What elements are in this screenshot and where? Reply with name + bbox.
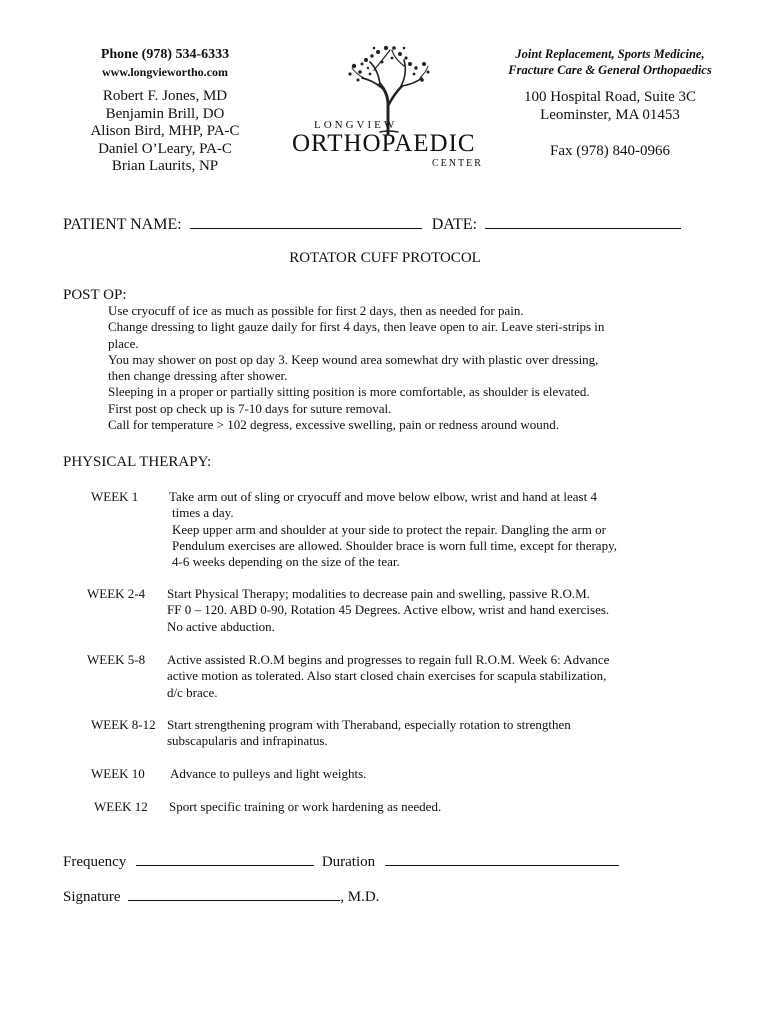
provider-list xyxy=(60,88,270,176)
week-line: times a day. xyxy=(172,505,234,521)
specialties-line: Fracture Care & General Orthopaedics xyxy=(508,63,712,77)
page-title: ROTATOR CUFF PROTOCOL xyxy=(289,250,481,266)
physical-therapy-heading: PHYSICAL THERAPY: xyxy=(63,454,212,470)
provider-name: Brian Laurits, NP xyxy=(111,158,219,174)
date-label: DATE: xyxy=(431,216,478,233)
provider-name: Benjamin Brill, DO xyxy=(105,105,225,122)
signature-label: Signature xyxy=(63,889,121,905)
post-op-line: then change dressing after shower. xyxy=(108,368,288,384)
post-op-line: Call for temperature > 102 degress, excessive swelling, pain or redness around wound. xyxy=(108,417,560,433)
week-line: 4-6 weeks depending on the size of the tear. xyxy=(172,554,400,570)
week-label: WEEK 12 xyxy=(94,799,148,814)
post-op-line: Sleeping in a proper or partially sitting position is more comfortable, as shoulder is elevated. xyxy=(108,384,590,400)
signature-field[interactable] xyxy=(128,886,340,901)
week-line: No active abduction. xyxy=(167,618,275,634)
week-label: WEEK 10 xyxy=(91,766,145,781)
logo-wordmark-longview: LONGVIEW xyxy=(314,119,398,131)
duration-field[interactable] xyxy=(385,851,619,866)
week-instructions xyxy=(169,489,649,570)
patient-info-row xyxy=(63,214,681,235)
week-line: d/c brace. xyxy=(167,684,218,700)
week-instructions xyxy=(167,586,647,635)
week-instructions xyxy=(169,799,649,815)
logo-wordmark-center: CENTER xyxy=(432,158,483,169)
frequency-label: Frequency xyxy=(63,854,127,870)
week-label: WEEK 8-12 xyxy=(91,717,156,732)
week-label: WEEK 5-8 xyxy=(87,652,146,667)
post-op-line: place. xyxy=(108,335,139,351)
provider-name: Daniel O’Leary, PA-C xyxy=(98,140,232,157)
post-op-heading: POST OP: xyxy=(63,287,127,303)
header-contact xyxy=(60,46,270,176)
website-link[interactable]: www.longviewortho.com xyxy=(102,65,228,79)
address-line: Leominster, MA 01453 xyxy=(540,107,680,123)
phone-number: Phone (978) 534-6333 xyxy=(100,47,230,62)
week-line: Keep upper arm and shoulder at your side to protect the repair. Dangling the arm or xyxy=(172,521,606,537)
week-label: WEEK 1 xyxy=(91,489,139,504)
frequency-duration-row xyxy=(63,851,619,872)
signature-row xyxy=(63,886,379,907)
week-line: Advance to pulleys and light weights. xyxy=(170,766,367,781)
week-line: FF 0 – 120. ABD 0-90, Rotation 45 Degrees. Active elbow, wrist and hand exercises. xyxy=(167,602,610,618)
frequency-field[interactable] xyxy=(136,851,314,866)
week-instructions xyxy=(167,652,647,701)
post-op-line: You may shower on post op day 3. Keep wound area somewhat dry with plastic over dressing, xyxy=(108,351,599,367)
duration-label: Duration xyxy=(321,854,376,870)
signature-suffix: , M.D. xyxy=(340,889,380,905)
post-op-line: Change dressing to light gauze daily for first 4 days, then leave open to air. Leave steri-strips in xyxy=(108,319,605,335)
address-line: 100 Hospital Road, Suite 3C xyxy=(523,89,697,105)
week-line: Start Physical Therapy; modalities to decrease pain and swelling, passive R.O.M. xyxy=(167,586,590,601)
week-line: Start strengthening program with Theraband, especially rotation to strengthen xyxy=(167,717,571,732)
post-op-instructions xyxy=(108,303,648,433)
post-op-line: Use cryocuff of ice as much as possible for first 2 days, then as needed for pain. xyxy=(108,303,524,318)
post-op-line: First post op check up is 7-10 days for suture removal. xyxy=(108,400,392,416)
date-field[interactable] xyxy=(485,214,681,229)
patient-name-field[interactable] xyxy=(190,214,422,229)
specialties-line: Joint Replacement, Sports Medicine, xyxy=(515,47,705,61)
provider-name: Robert F. Jones, MD xyxy=(102,88,228,104)
week-line: Take arm out of sling or cryocuff and move below elbow, wrist and hand at least 4 xyxy=(169,489,597,504)
fax-number: Fax (978) 840-0966 xyxy=(550,143,670,159)
week-label: WEEK 2-4 xyxy=(87,586,146,601)
week-line: subscapularis and infrapinatus. xyxy=(167,733,328,749)
week-instructions xyxy=(167,717,647,750)
week-line: Sport specific training or work hardening as needed. xyxy=(169,799,442,814)
week-instructions xyxy=(170,766,650,782)
week-line: active motion as tolerated. Also start closed chain exercises for scapula stabilization, xyxy=(167,668,607,684)
patient-name-label: PATIENT NAME: xyxy=(63,216,182,233)
week-line: Pendulum exercises are allowed. Shoulder brace is worn full time, except for therapy, xyxy=(172,537,617,553)
logo-wordmark-orthopaedic: ORTHOPAEDIC xyxy=(292,130,476,157)
provider-name: Alison Bird, MHP, PA-C xyxy=(90,123,240,139)
week-line: Active assisted R.O.M begins and progresses to regain full R.O.M. Week 6: Advance xyxy=(167,652,610,667)
header-practice-info xyxy=(488,46,732,160)
longview-orthopaedic-logo xyxy=(286,44,492,174)
